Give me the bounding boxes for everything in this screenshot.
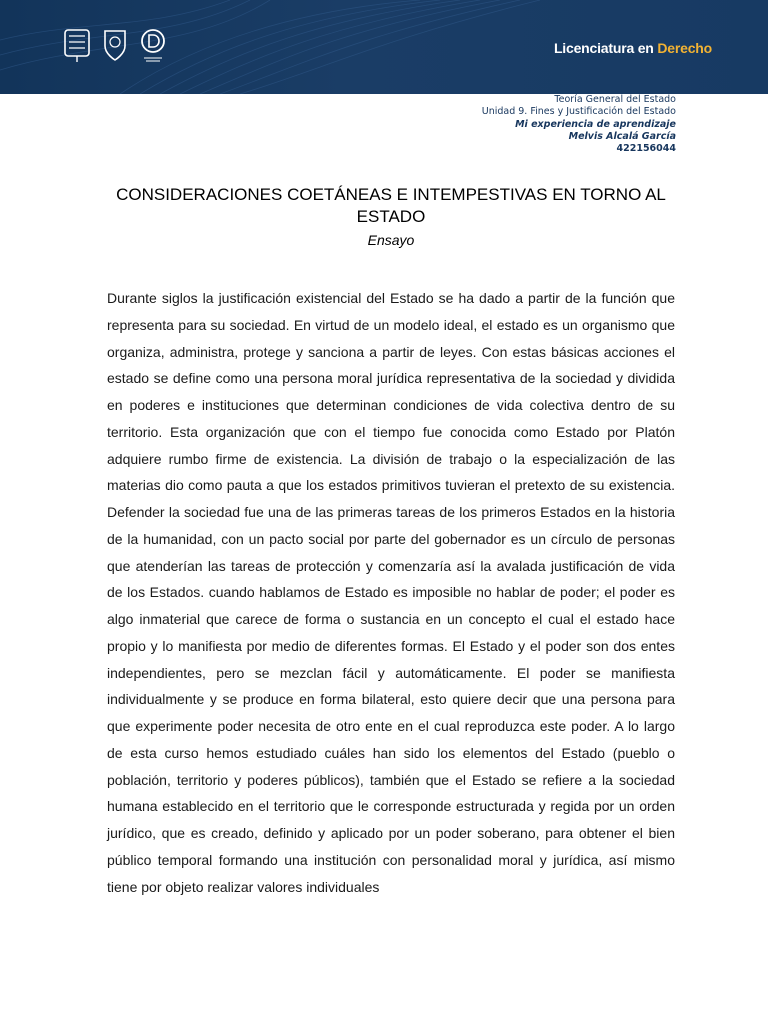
meta-course: Teoría General del Estado [554, 94, 676, 105]
meta-student-id: 422156044 [616, 143, 676, 155]
distance-education-logo-icon [138, 26, 168, 64]
header-banner [0, 0, 768, 94]
faculty-shield-icon [100, 26, 130, 64]
meta-student: Melvis Alcalá García [568, 130, 676, 142]
meta-unit: Unidad 9. Fines y Justificación del Estado [481, 106, 676, 118]
document-subtitle: Ensayo [367, 232, 415, 248]
document-body: Durante siglos la justificación existencial del Estado se ha dado a partir de la función que representa para su sociedad. En virtud de un modelo ideal, el estado es un organismo que organiza, administra, protege y sanciona a partir de leyes. Con estas básicas acciones el estado se define como una persona moral jurídica representativa de la sociedad y dividida en poderes e instituciones que determinan condiciones de vida colectiva dentro de su territorio. Esta organización que con el tiempo fue conocida como Estado por Platón adquiere rumbo firme de existencia. La división de trabajo o la especialización de las materias dio como pauta a que los estados primitivos tuvieran el pretexto de su existencia. Defender la sociedad fue una de las primeras tareas de los primeros Estados en la historia de la humanidad, con un pacto social por parte del gobernador es un círculo de personas que atenderían las tareas de protección y comenzaría así la avalada justificación de vida de los Estados. cuando hablamos de Estado es imposible no hablar de poder; el poder es algo inmaterial que carece de forma o sustancia en un concepto el cual el estado hace propio y lo manifiesta por medio de diferentes formas. El Estado y el poder son dos entes independientes, pero se mezclan fácil y automáticamente. El poder se manifiesta individualmente y se produce en forma bilateral, esto quiere decir que una persona para que experimente poder necesita de otro ente en el cual reproduzca este poder. A lo largo de esta curso hemos estudiado cuáles han sido los elementos del Estado (pueblo o población, territorio y poderes públicos), también que el Estado se refiere a la sociedad humana establecido en el territorio que le corresponde estructurada y regida por un orden jurídico, que es creado, definido y aplicado por un poder soberano, para obtener el bien público temporal formando una institución con personalidad moral y jurídica, así mismo tiene por objeto realizar valores individuales [107, 290, 675, 895]
document-meta [482, 94, 676, 155]
program-name [554, 40, 712, 56]
institution-logos [62, 26, 168, 64]
program-name-accent: Derecho [657, 40, 712, 56]
meta-activity: Mi experiencia de aprendizaje [515, 118, 676, 130]
program-name-lead: Licenciatura en [553, 40, 654, 56]
document-title: CONSIDERACIONES COETÁNEAS E INTEMPESTIVAS EN TORNO AL ESTADO [116, 185, 666, 226]
unam-seal-icon [62, 26, 92, 64]
